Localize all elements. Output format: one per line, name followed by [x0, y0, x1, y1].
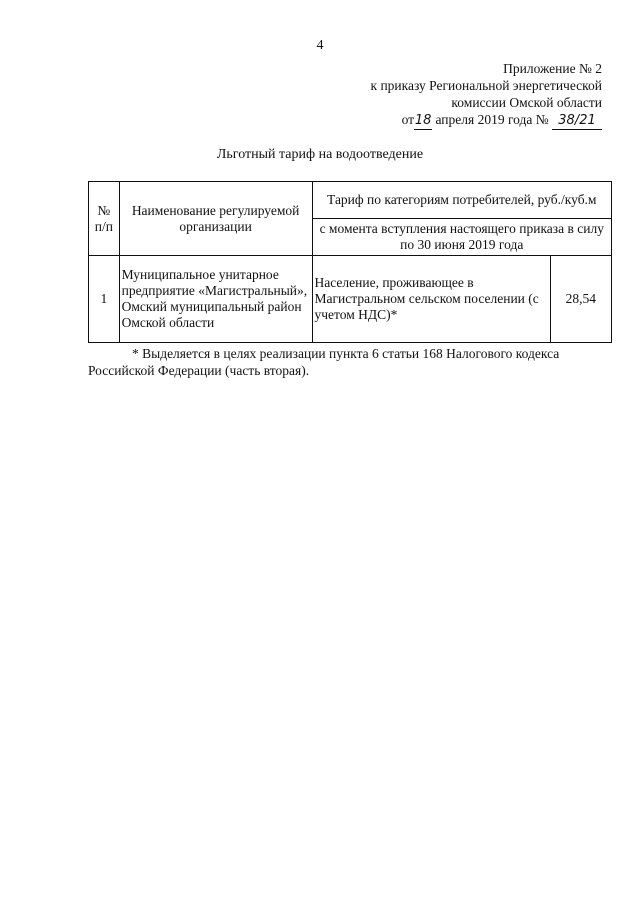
handwritten-day: 18 [414, 113, 432, 128]
row-number: 1 [89, 256, 120, 343]
appendix-header [371, 60, 602, 130]
table-row [89, 256, 612, 343]
handwritten-order-number: 38/21 [552, 112, 602, 130]
date-prefix: от [401, 112, 415, 127]
header-tariff: Тариф по категориям потребителей, руб./куб.м [312, 182, 611, 219]
row-tariff-value: 28,54 [550, 256, 611, 343]
tariff-table [88, 181, 612, 343]
document-title: Льготный тариф на водоотведение [216, 147, 424, 162]
header-number: № п/п [89, 182, 120, 256]
appendix-date-line [371, 111, 602, 130]
row-category: Население, проживающее в Магистральном сельском поселении (с учетом НДС)* [312, 256, 550, 343]
appendix-commission: комиссии Омской области [451, 95, 602, 110]
table-header-row [89, 182, 612, 219]
row-organization: Муниципальное унитарное предприятие «Магистральный», Омский муниципальный район Омской области [119, 256, 312, 343]
date-rest: апреля 2019 года № [435, 112, 549, 127]
appendix-title: Приложение № 2 [503, 61, 602, 76]
header-period: с момента вступления настоящего приказа в силу по 30 июня 2019 года [312, 219, 611, 256]
appendix-order-ref: к приказу Региональной энергетической [370, 78, 602, 93]
header-organization: Наименование регулируемой организации [119, 182, 312, 256]
page-number: 4 [316, 38, 324, 53]
footnote: * Выделяется в целях реализации пункта 6 статьи 168 Налогового кодекса Российской Федерации (часть вторая). [88, 346, 560, 378]
